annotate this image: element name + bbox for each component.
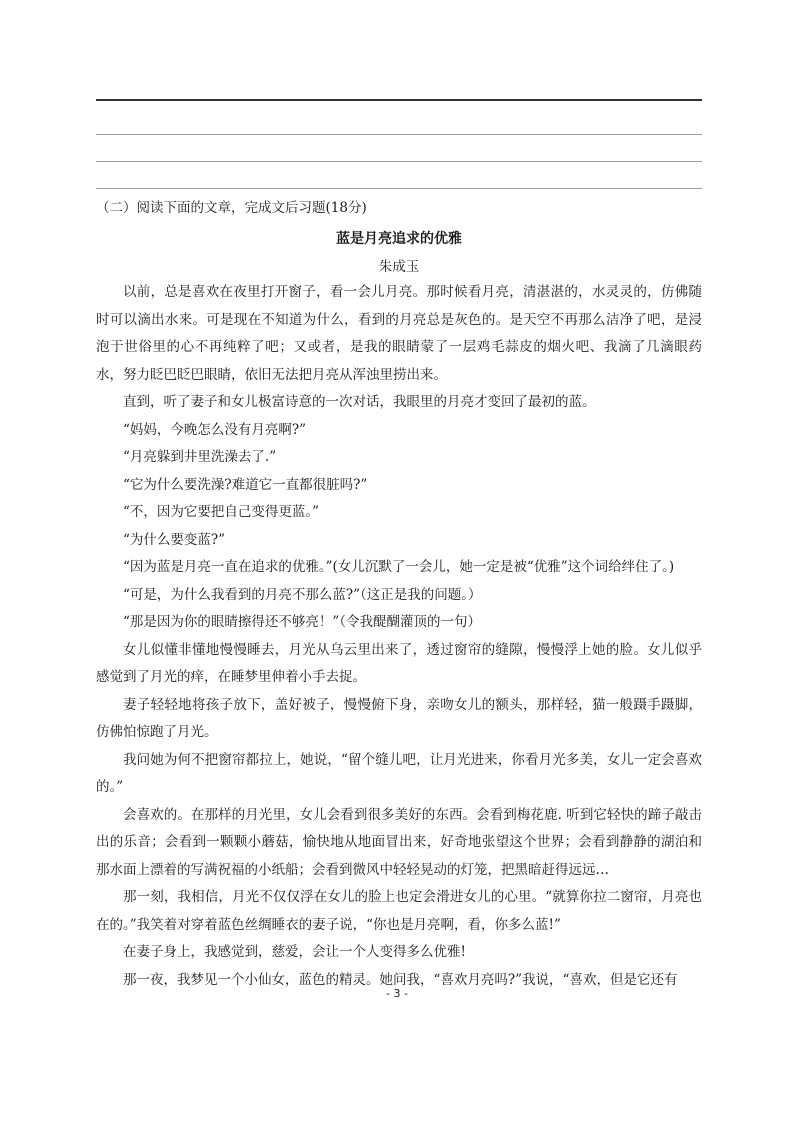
section-heading: （二）阅读下面的文章，完成文后习题(18分) [96,200,367,216]
paragraph: 妻子轻轻地将孩子放下，盖好被子，慢慢俯下身，亲吻女儿的额头，那样轻，猫一般蹑手蹑脚，仿佛怕惊跑了月光。 [96,696,702,740]
paragraph: “妈妈，今晚怎么没有月亮啊?” [123,421,307,438]
paragraph: 那一夜，我梦见一个小仙女，蓝色的精灵。她问我，“喜欢月亮吗?”我说，“喜欢，但是它还有 [123,971,678,988]
page-number: - 3 - [386,987,408,1000]
paragraph: “那是因为你的眼睛擦得还不够亮！”（令我醍醐灌顶的一句） [123,614,482,630]
paragraph: “月亮躲到井里洗澡去了.” [123,449,277,465]
paragraph: “为什么要变蓝?” [123,531,226,548]
paragraph: 那一刻，我相信，月光不仅仅浮在女儿的脸上也定会滑进女儿的心里。“就算你拉二窗帘，月亮也在的。”我笑着对穿着蓝色丝绸睡衣的妻子说，“你也是月亮啊，看，你多么蓝!” [96,889,702,933]
answer-line-top [96,99,702,101]
article-body [96,279,702,994]
paragraph: 在妻子身上，我感觉到，慈爱，会让一个人变得多么优雅! [123,944,466,960]
answer-line [96,161,702,162]
paragraph: 以前，总是喜欢在夜里打开窗子，看一会儿月亮。那时候看月亮，清湛湛的，水灵灵的，仿佛随时可以滴出水来。可是现在不知道为什么，看到的月亮总是灰色的。是天空不再那么洁净了吧，是浸泡于世俗里的心不再纯粹了吧；又或者，是我的眼睛蒙了一层鸡毛蒜皮的烟火吧、我滴了几滴眼药水，努力眨巴眨巴眼睛，依旧无法把月亮从浑浊里捞出来。 [96,284,702,383]
paragraph: “不，因为它要把自己变得更蓝。” [123,504,320,520]
answer-line [96,134,702,135]
answer-line [96,188,702,189]
paragraph: 我问她为何不把窗帘都拉上，她说，“留个缝儿吧，让月光进来，你看月光多美，女儿一定会喜欢的。” [96,751,702,795]
article-author: 朱成玉 [378,259,420,275]
paragraph: 会喜欢的。在那样的月光里，女儿会看到很多美好的东西。会看到梅花鹿. 听到它轻快的蹄子敲击出的乐音；会看到一颗颗小蘑菇，愉快地从地面冒出来，好奇地张望这个世界；会看到静静的湖泊和那水面上漂着的写满祝福的小纸船；会看到微风中轻轻晃动的灯笼，把黑暗赶得远远… [96,806,702,878]
paragraph: “可是，为什么我看到的月亮不那么蓝?”（这正是我的问题。） [123,586,482,603]
paragraph: “它为什么要洗澡?难道它一直都很脏吗?” [123,476,368,493]
paragraph: 女儿似懂非懂地慢慢睡去，月光从乌云里出来了，透过窗帘的缝隙，慢慢浮上她的脸。女儿似乎感觉到了月光的痒，在睡梦里伸着小手去捉。 [96,641,702,685]
paragraph: “因为蓝是月亮一直在追求的优雅。”(女儿沉默了一会儿，她一定是被“优雅”这个词给绊住了。) [123,559,675,575]
paragraph: 直到，听了妻子和女儿极富诗意的一次对话，我眼里的月亮才变回了最初的蓝。 [123,394,596,410]
article-title: 蓝是月亮追求的优雅 [336,231,462,247]
